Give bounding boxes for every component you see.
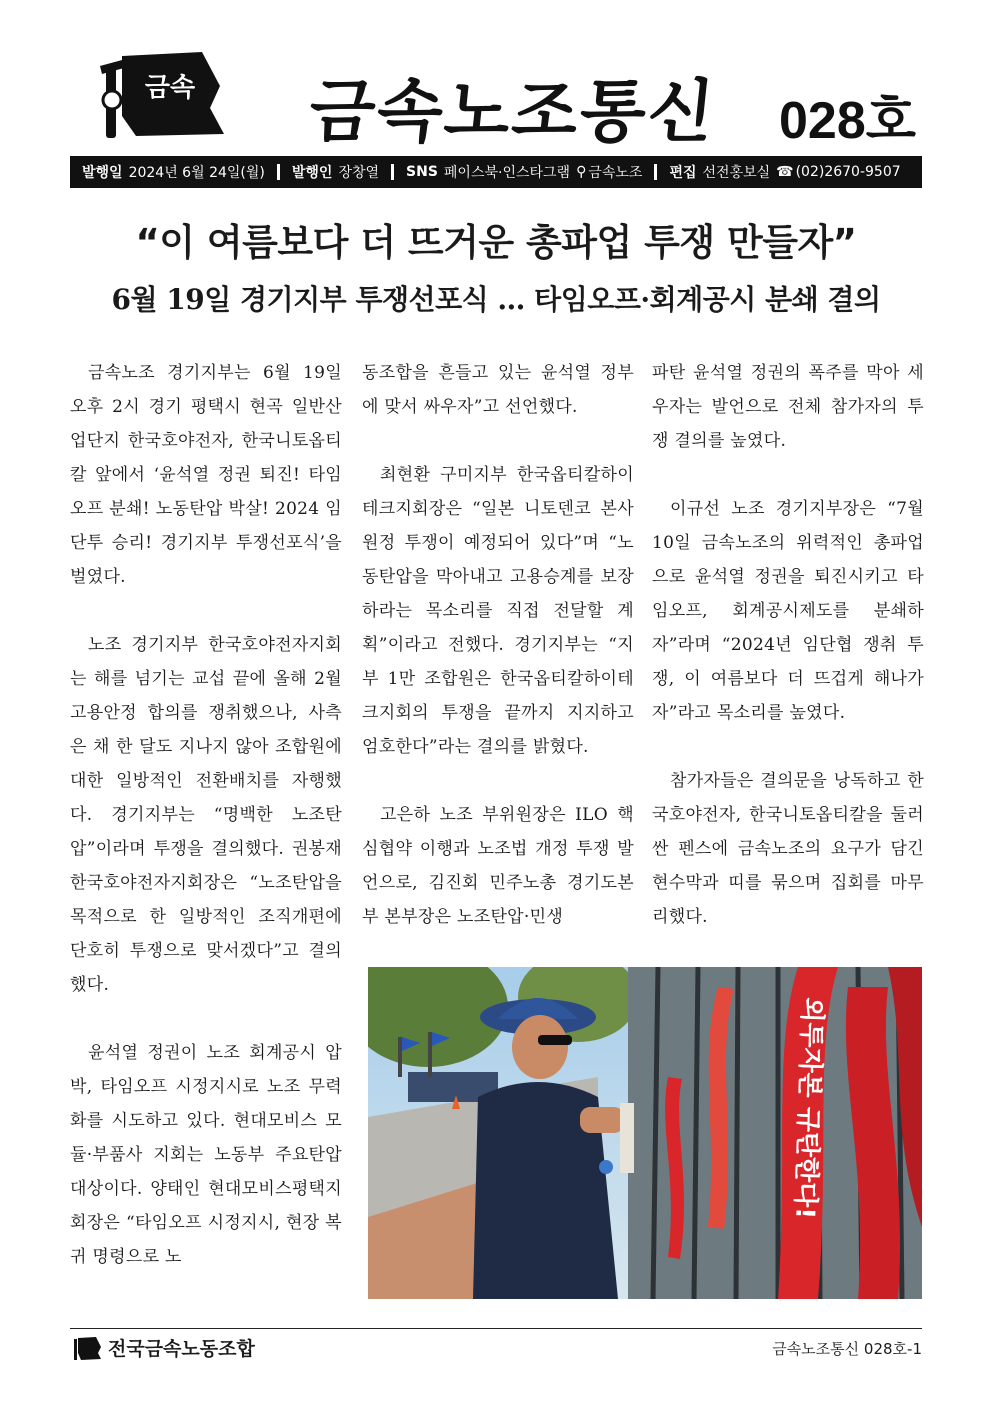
masthead xyxy=(70,40,922,150)
union-logo-small xyxy=(72,1335,102,1361)
article-column-3 xyxy=(652,356,924,968)
date-value: 2024년 6월 24일(월) xyxy=(128,165,265,181)
article-column-2 xyxy=(362,356,634,968)
paragraph: 노조 경기지부 한국호야전자지회는 해를 넘기는 교섭 끝에 올해 2월 고용안정 합의를 쟁취했으나, 사측은 채 한 달도 지나지 않아 조합원에 대한 일방적인 전환배치를 자행했다. 경기지부는 “명백한 노조탄압”이라며 투쟁을 결의했다. 권봉재 한국호야전자지회장은 “노조탄압을 목적으로 한 일방적인 조직개편에 단호히 투쟁으로 맞서겠다”고 결의했다. xyxy=(70,635,342,995)
publication-info-bar xyxy=(70,156,922,188)
subheadline: 6월 19일 경기지부 투쟁선포식 … 타임오프·회계공시 분쇄 결의 xyxy=(111,283,881,316)
divider xyxy=(277,164,280,180)
headline: “이 여름보다 더 뜨거운 총파업 투쟁 만들자” xyxy=(135,221,857,264)
divider xyxy=(654,164,657,180)
paragraph: 최현환 구미지부 한국옵티칼하이테크지회장은 “일본 니토덴코 본사 원정 투쟁이 예정되어 있다”며 “노동탄압을 막아내고 고용승계를 보장하라는 목소리를 직접 전달할 계획”이라고 전했다. 경기지부는 “지부 1만 조합원은 한국옵티칼하이테크지회의 투쟁을 끝까지 지지하고 엄호한다”라는 결의를 밝혔다. xyxy=(362,465,634,757)
search-icon: ⚲ xyxy=(576,164,587,180)
page-number: 금속노조통신 028호-1 xyxy=(772,1340,922,1358)
newsletter-title: 금속노조통신 xyxy=(305,73,720,152)
paragraph: 윤석열 정권이 노조 회계공시 압박, 타임오프 시정지시로 노조 무력화를 시도하고 있다. 현대모비스 모듈·부품사 지회는 노동부 주요탄압 대상이다. 양태인 현대모비스평택지회장은 “타임오프 시정지시, 현장 복귀 명령으로 노 xyxy=(70,1043,342,1267)
paragraph: 파탄 윤석열 정권의 폭주를 막아 세우자는 발언으로 전체 참가자의 투쟁 결의를 높였다. xyxy=(652,363,924,451)
paragraph: 고은하 노조 부위원장은 ILO 핵심협약 이행과 노조법 개정 투쟁 발언으로, 김진회 민주노총 경기도본부 본부장은 노조탄압·민생 xyxy=(362,805,634,927)
article-column-1 xyxy=(70,356,342,1308)
sns-search-term: 금속노조 xyxy=(588,165,643,181)
paragraph: 동조합을 흔들고 있는 윤석열 정부에 맞서 싸우자”고 선언했다. xyxy=(362,363,634,417)
publisher-value: 장창열 xyxy=(338,165,380,181)
editor-value: 선전홍보실 xyxy=(702,165,771,181)
rally-photo xyxy=(368,967,922,1299)
paragraph: 금속노조 경기지부는 6월 19일 오후 2시 경기 평택시 현곡 일반산업단지 한국호야전자, 한국니토옵티칼 앞에서 ‘윤석열 정권 퇴진! 타임오프 분쇄! 노동탄압 박살! 2024 임단투 승리! 경기지부 투쟁선포식’을 벌였다. xyxy=(70,363,342,587)
photo-illustration xyxy=(368,967,922,1299)
sns-label: SNS xyxy=(406,164,438,180)
publisher-label: 발행인 xyxy=(291,165,333,181)
date-label: 발행일 xyxy=(82,165,123,181)
phone-icon: ☎ xyxy=(776,164,794,180)
issue-number: 028호 xyxy=(779,92,916,150)
union-logo xyxy=(92,46,232,142)
paragraph: 이규선 노조 경기지부장은 “7월 10일 금속노조의 위력적인 총파업으로 윤석열 정권을 퇴진시키고 타임오프, 회계공시제도를 분쇄하자”라며 “2024년 임단협 쟁취 투쟁, 이 여름보다 더 뜨겁게 해나가자”라고 목소리를 높였다. xyxy=(652,499,924,723)
divider xyxy=(391,164,394,180)
paragraph: 참가자들은 결의문을 낭독하고 한국호야전자, 한국니토옵티칼을 둘러싼 펜스에 금속노조의 요구가 담긴 현수막과 띠를 묶으며 집회를 마무리했다. xyxy=(652,771,924,927)
footer-org-name: 전국금속노동조합 xyxy=(108,1338,255,1360)
footer-rule xyxy=(70,1328,922,1329)
sns-value: 페이스북·인스타그램 xyxy=(443,165,571,181)
editor-label: 편집 xyxy=(669,165,697,181)
logo-text: 금속 xyxy=(144,73,196,103)
phone-number: (02)2670-9507 xyxy=(795,164,901,180)
ribbon-slogan: 외투자본 규탄한다! xyxy=(789,996,827,1220)
footer-org xyxy=(72,1334,255,1361)
